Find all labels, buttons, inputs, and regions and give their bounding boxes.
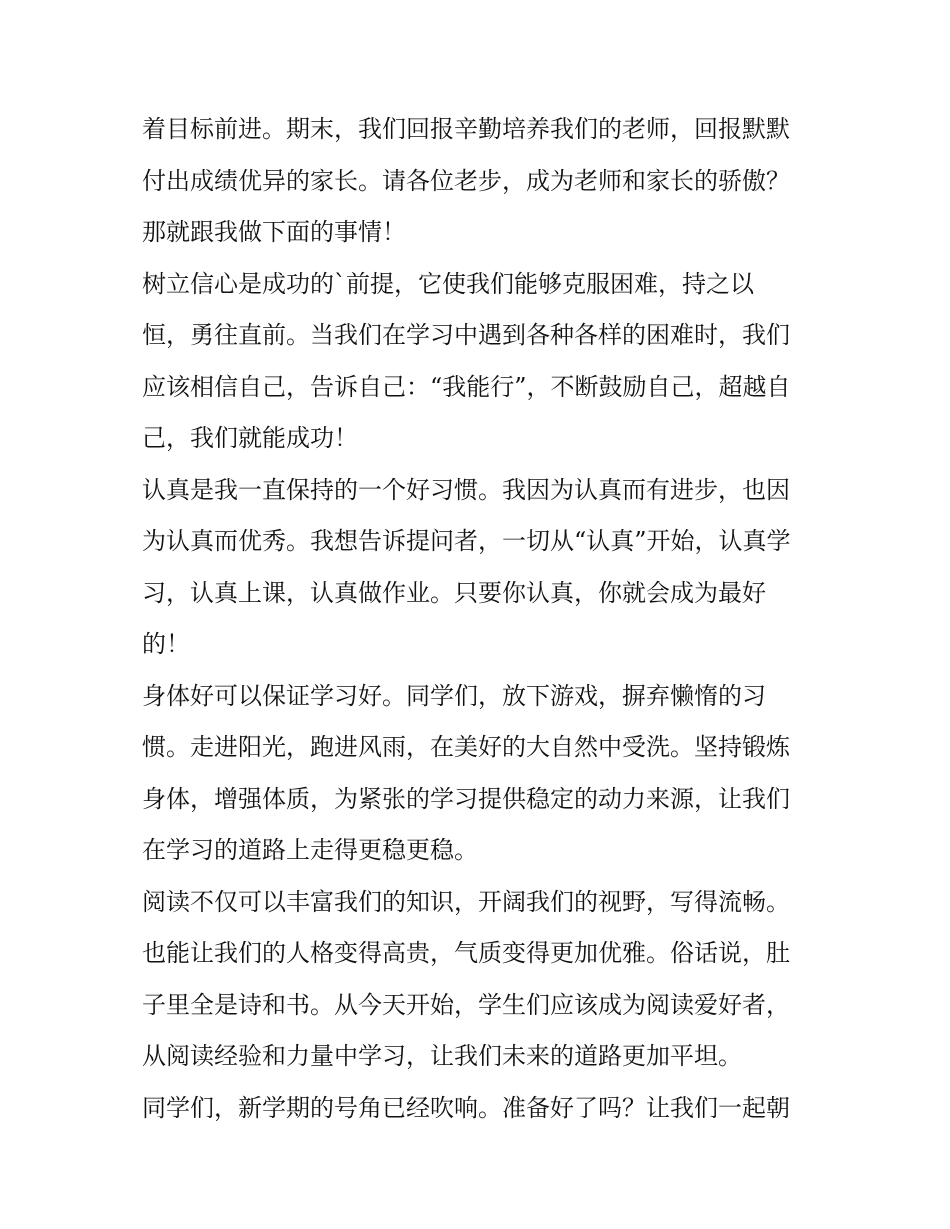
text-line: 的！ xyxy=(142,630,190,658)
text-line: 恒，勇往直前。当我们在学习中遇到各种各样的困难时，我们 xyxy=(142,321,790,349)
text-line: 身体，增强体质，为紧张的学习提供稳定的动力来源，让我们 xyxy=(142,784,790,813)
text-line: 着目标前进。期末，我们回报辛勤培养我们的老师，回报默默 xyxy=(142,115,790,143)
text-line: 认真是我一直保持的一个好习惯。我因为认真而有进步，也因 xyxy=(142,475,790,504)
text-line: 树立信心是成功的`前提，它使我们能够克服困难，持之以 xyxy=(142,269,754,298)
text-line: 从阅读经验和力量中学习，让我们未来的道路更加平坦。 xyxy=(142,1042,742,1070)
text-line: 习，认真上课，认真做作业。只要你认真，你就会成为最好 xyxy=(142,578,766,607)
text-line: 阅读不仅可以丰富我们的知识，开阔我们的视野，写得流畅。 xyxy=(142,887,790,916)
text-line: 惯。走进阳光，跑进风雨，在美好的大自然中受洗。坚持锻炼 xyxy=(142,733,790,761)
text-line: 应该相信自己，告诉自己：“我能行”，不断鼓励自己，超越自 xyxy=(142,372,791,401)
text-line: 为认真而优秀。我想告诉提问者，一切从“认真”开始，认真学 xyxy=(142,527,791,555)
text-line: 子里全是诗和书。从今天开始，学生们应该成为阅读爱好者， xyxy=(142,990,790,1019)
text-line: 付出成绩优异的家长。请各位老步，成为老师和家长的骄傲？ xyxy=(142,166,790,195)
text-line: 在学习的道路上走得更稳更稳。 xyxy=(142,836,478,864)
text-line: 那就跟我做下面的事情！ xyxy=(142,218,406,246)
text-line: 同学们，新学期的号角已经吹响。准备好了吗？让我们一起朝 xyxy=(142,1093,790,1122)
text-line: 己，我们就能成功！ xyxy=(142,424,358,452)
document-body xyxy=(142,104,832,1134)
text-line: 身体好可以保证学习好。同学们，放下游戏，摒弃懒惰的习 xyxy=(142,681,766,710)
text-line: 也能让我们的人格变得高贵，气质变得更加优雅。俗话说，肚 xyxy=(142,939,790,967)
